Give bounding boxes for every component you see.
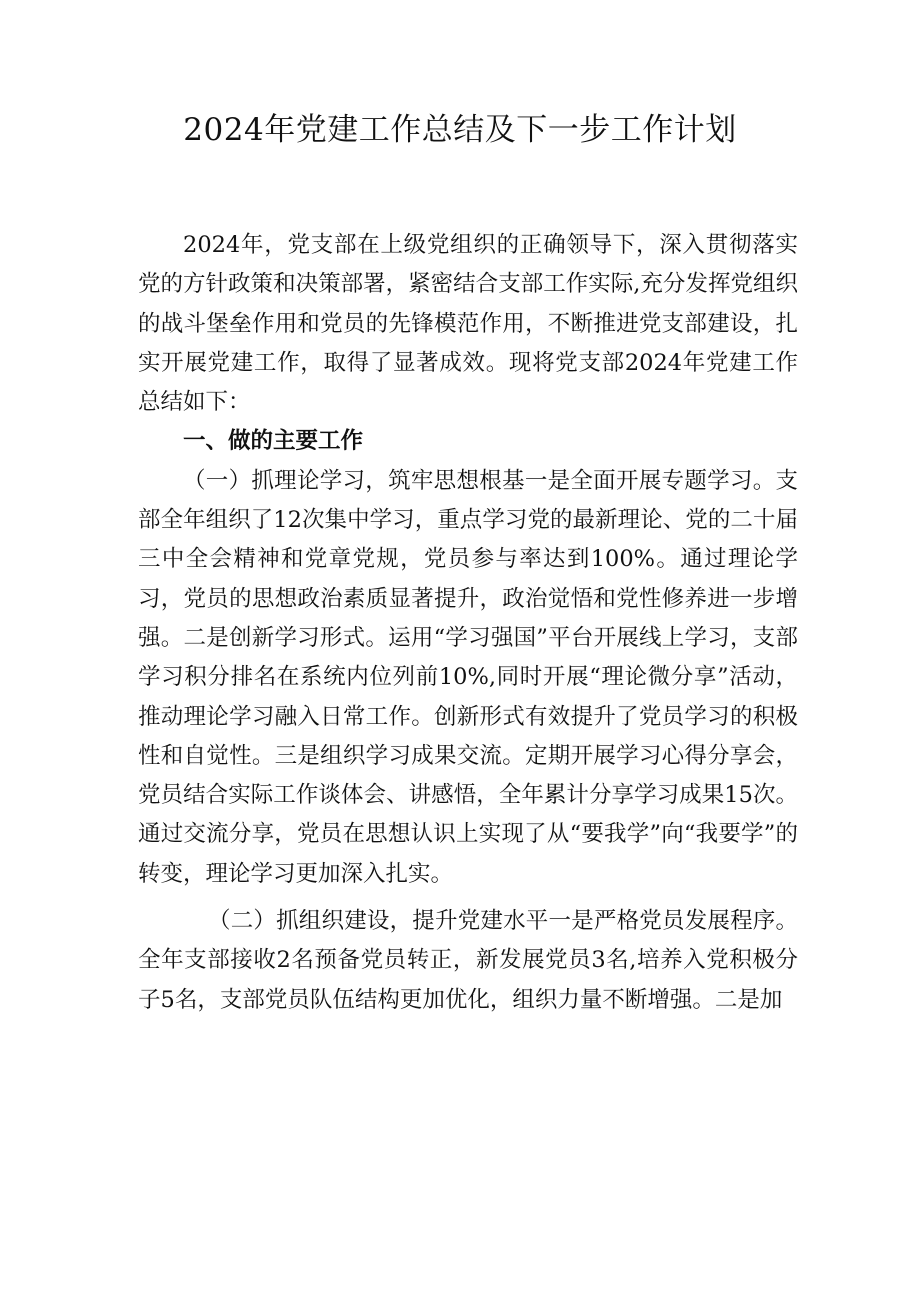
intro-paragraph: 2024年，党支部在上级党组织的正确领导下，深入贯彻落实党的方针政策和决策部署，紧密结合支部工作实际,充分发挥党组织的战斗堡垒作用和党员的先锋模范作用，不断推进党支部建设，扎实开展党建工作，取得了显著成效。现将党支部2024年党建工作总结如下：	[138, 232, 798, 416]
document-body	[138, 226, 798, 1020]
document-title: 2024年党建工作总结及下一步工作计划	[183, 112, 737, 148]
section-heading-main-work: 一、做的主要工作	[183, 428, 364, 455]
subsection-theory-study: （一）抓理论学习，筑牢思想根基一是全面开展专题学习。支部全年组织了12次集中学习，重点学习党的最新理论、党的二十届三中全会精神和党章党规，党员参与率达到100%。通过理论学习，党员的思想政治素质显著提升，政治觉悟和党性修养进一步增强。二是创新学习形式。运用“学习强国”平台开展线上学习，支部学习积分排名在系统内位列前10%,同时开展“理论微分享”活动，推动理论学习融入日常工作。创新形式有效提升了党员学习的积极性和自觉性。三是组织学习成果交流。定期开展学习心得分享会，党员结合实际工作谈体会、讲感悟，全年累计分享学习成果15次。通过交流分享，党员在思想认识上实现了从“要我学”向“我要学”的转变，理论学习更加深入扎实。	[138, 467, 798, 887]
subsection-organization-building: （二）抓组织建设，提升党建水平一是严格党员发展程序。全年支部接收2名预备党员转正，新发展党员3名,培养入党积极分子5名，支部党员队伍结构更加优化，组织力量不断增强。二是加	[138, 908, 798, 1013]
